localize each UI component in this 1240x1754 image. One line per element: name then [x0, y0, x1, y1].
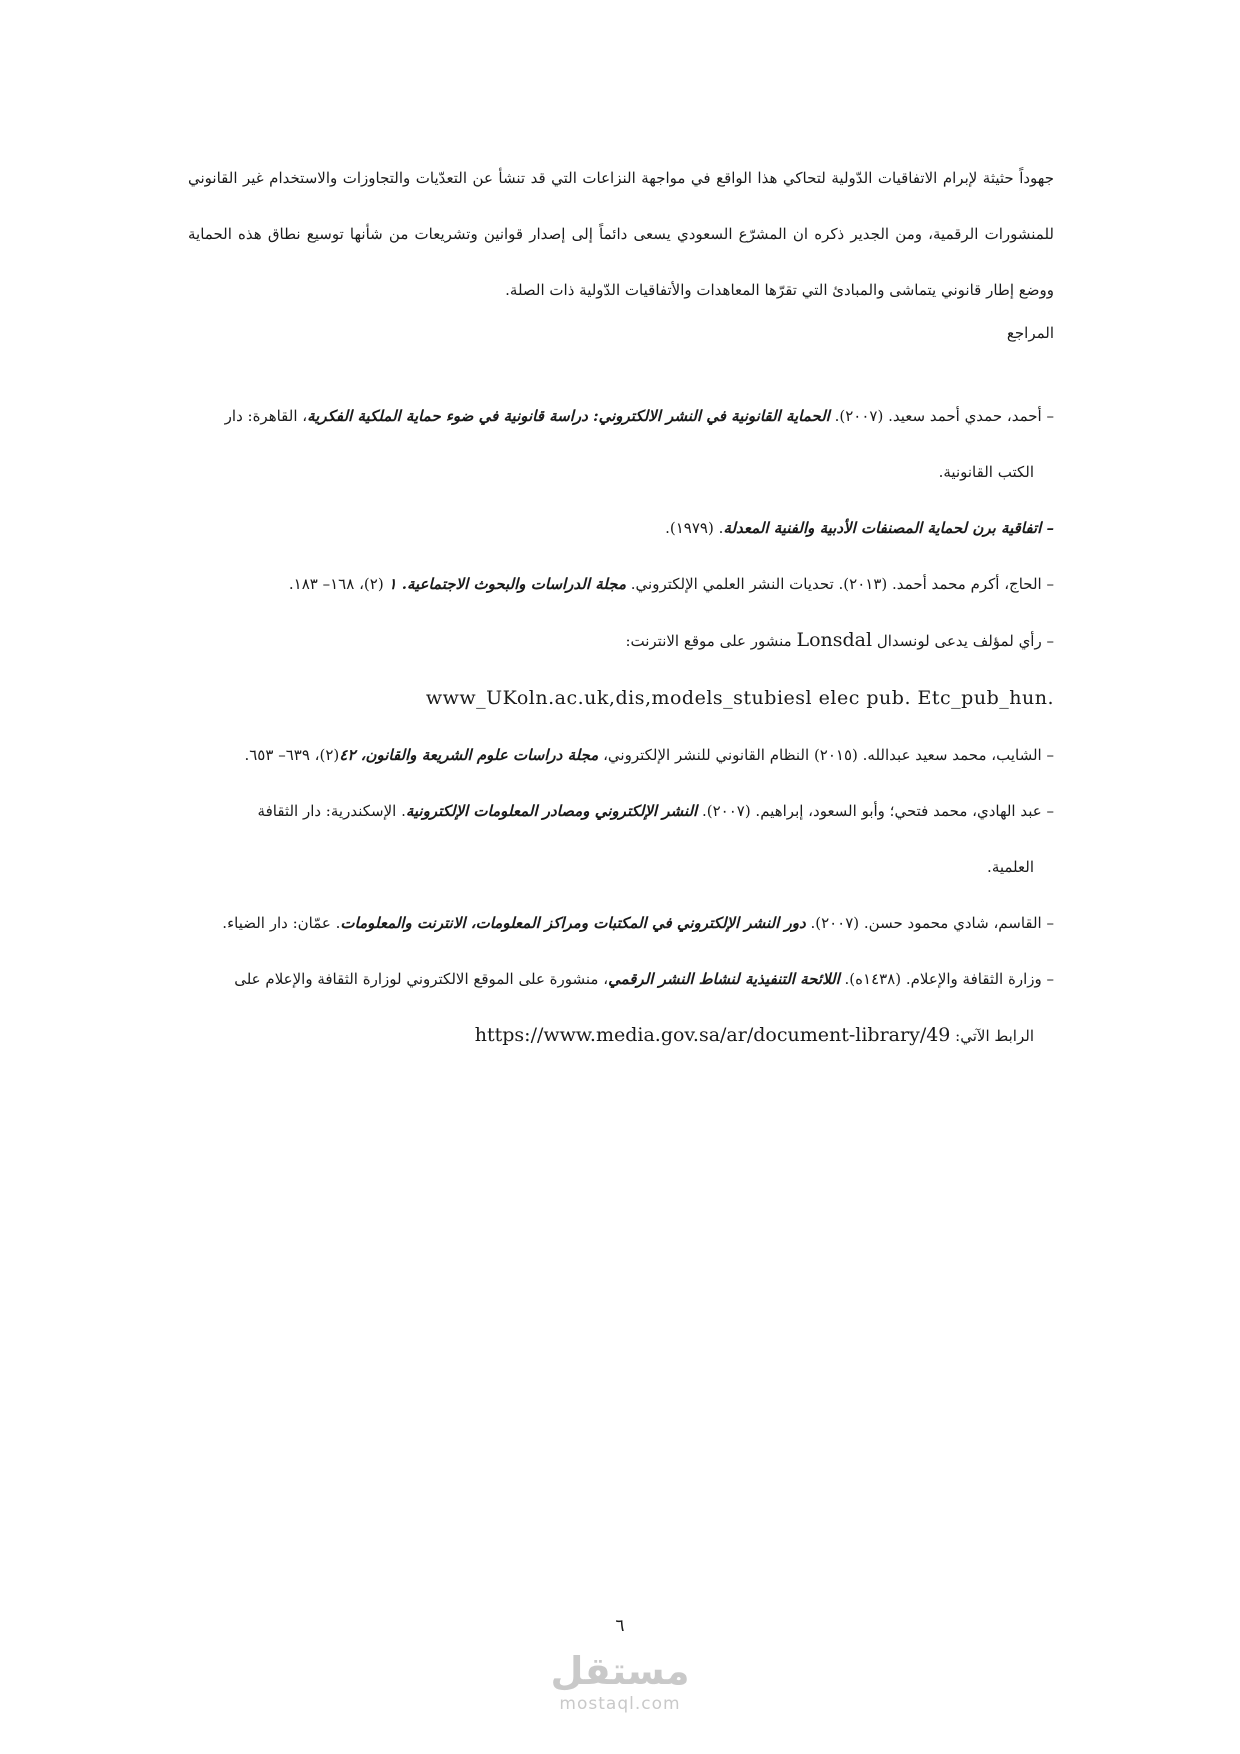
- ref-text: ، القاهرة: دار: [224, 407, 308, 425]
- references-list: [188, 388, 1054, 1064]
- mostaql-watermark: [520, 1648, 720, 1728]
- ref-title: النشر الإلكتروني ومصادر المعلومات الإلكترونية: [405, 802, 698, 820]
- ref-author-latin: Lonsdal: [796, 629, 873, 651]
- ref-title: – اتفاقية برن لحماية المصنفات الأدبية والفنية المعدلة: [723, 519, 1054, 537]
- page-number: ٦: [615, 1616, 625, 1636]
- ref-link-label: الرابط الآتي:: [950, 1027, 1034, 1045]
- ref-text: – أحمد، حمدي أحمد سعيد. (٢٠٠٧).: [829, 407, 1054, 425]
- ref-text: ، منشورة على الموقع الالكتروني لوزارة الثقافة والإعلام على: [234, 970, 609, 988]
- ref-text: – عبد الهادي، محمد فتحي؛ وأبو السعود، إبراهيم. (٢٠٠٧).: [697, 802, 1054, 820]
- ref-text: – وزارة الثقافة والإعلام. (١٤٣٨ه).: [839, 970, 1054, 988]
- ref-continuation: العلمية.: [987, 858, 1034, 876]
- watermark-logo: مستقل: [550, 1649, 690, 1693]
- ref-text: – القاسم، شادي محمود حسن. (٢٠٠٧).: [805, 914, 1054, 932]
- ref-continuation: [188, 1007, 1054, 1064]
- ref-text: . عمّان: دار الضياء.: [222, 914, 341, 932]
- ref-title: دور النشر الإلكتروني في المكتبات ومراكز المعلومات، الانترنت والمعلومات: [340, 914, 806, 932]
- ref-text: (٢)، ٦٣٩– ٦٥٣.: [244, 746, 340, 764]
- ref-text: – الحاج، أكرم محمد أحمد. (٢٠١٣). تحديات النشر العلمي الإلكتروني.: [625, 575, 1054, 593]
- ref-continuation: الكتب القانونية.: [938, 463, 1034, 481]
- references-heading: المراجع: [1006, 324, 1054, 342]
- ref-text: . الإسكندرية: دار الثقافة: [257, 802, 406, 820]
- watermark-site: mostaql.com: [559, 1694, 681, 1714]
- ref-title: مجلة دراسات علوم الشريعة والقانون، ٤٢: [339, 746, 599, 764]
- ref-text: . (١٩٧٩).: [665, 519, 724, 537]
- reference-item: [188, 951, 1054, 1064]
- ref-text: – رأي لمؤلف يدعى لونسدال: [872, 632, 1054, 650]
- ref-text: منشور على موقع الانترنت:: [625, 632, 797, 650]
- ref-title: اللائحة التنفيذية لنشاط النشر الرقمي: [608, 970, 840, 988]
- intro-paragraph: جهوداً حثيثة لإبرام الاتفاقيات الدّولية لتحاكي هذا الواقع في مواجهة النزاعات التي قد تنشأ عن التعدّيات والتجاوزات والاستخدام غير القانوني للمنشورات الرقمية، ومن الجدير ذكره ان المشرّع السعودي يسعى دائماً إلى إصدار قوانين وتشريعات من شأنها توسيع نطاق هذه الحماية ووضع إطار قانوني يتماشى والمبادئ التي تقرّها المعاهدات والأتفاقيات الدّولية ذات الصلة.: [188, 169, 1054, 299]
- ref-title: مجلة الدراسات والبحوث الاجتماعية. ١: [388, 575, 626, 593]
- ref-text: – الشايب، محمد سعيد عبدالله. (٢٠١٥) النظام القانوني للنشر الإلكتروني،: [598, 746, 1054, 764]
- reference-item: [188, 895, 1054, 951]
- reference-item: [188, 500, 1054, 556]
- reference-item: [188, 612, 1054, 727]
- reference-item: [188, 727, 1054, 783]
- reference-item: [188, 556, 1054, 612]
- ref-title: الحماية القانونية في النشر الالكتروني: دراسة قانونية في ضوء حماية الملكية الفكرية: [307, 407, 830, 425]
- ref-url: www_UKoln.ac.uk,dis,models_stubiesl elec pub. Etc_pub_hun.: [425, 687, 1054, 709]
- reference-item: [188, 388, 1054, 500]
- ref-url[interactable]: https://www.media.gov.sa/ar/document-library/49: [474, 1024, 951, 1046]
- ref-text: (٢)، ١٦٨– ١٨٣.: [288, 575, 389, 593]
- reference-item: [188, 783, 1054, 895]
